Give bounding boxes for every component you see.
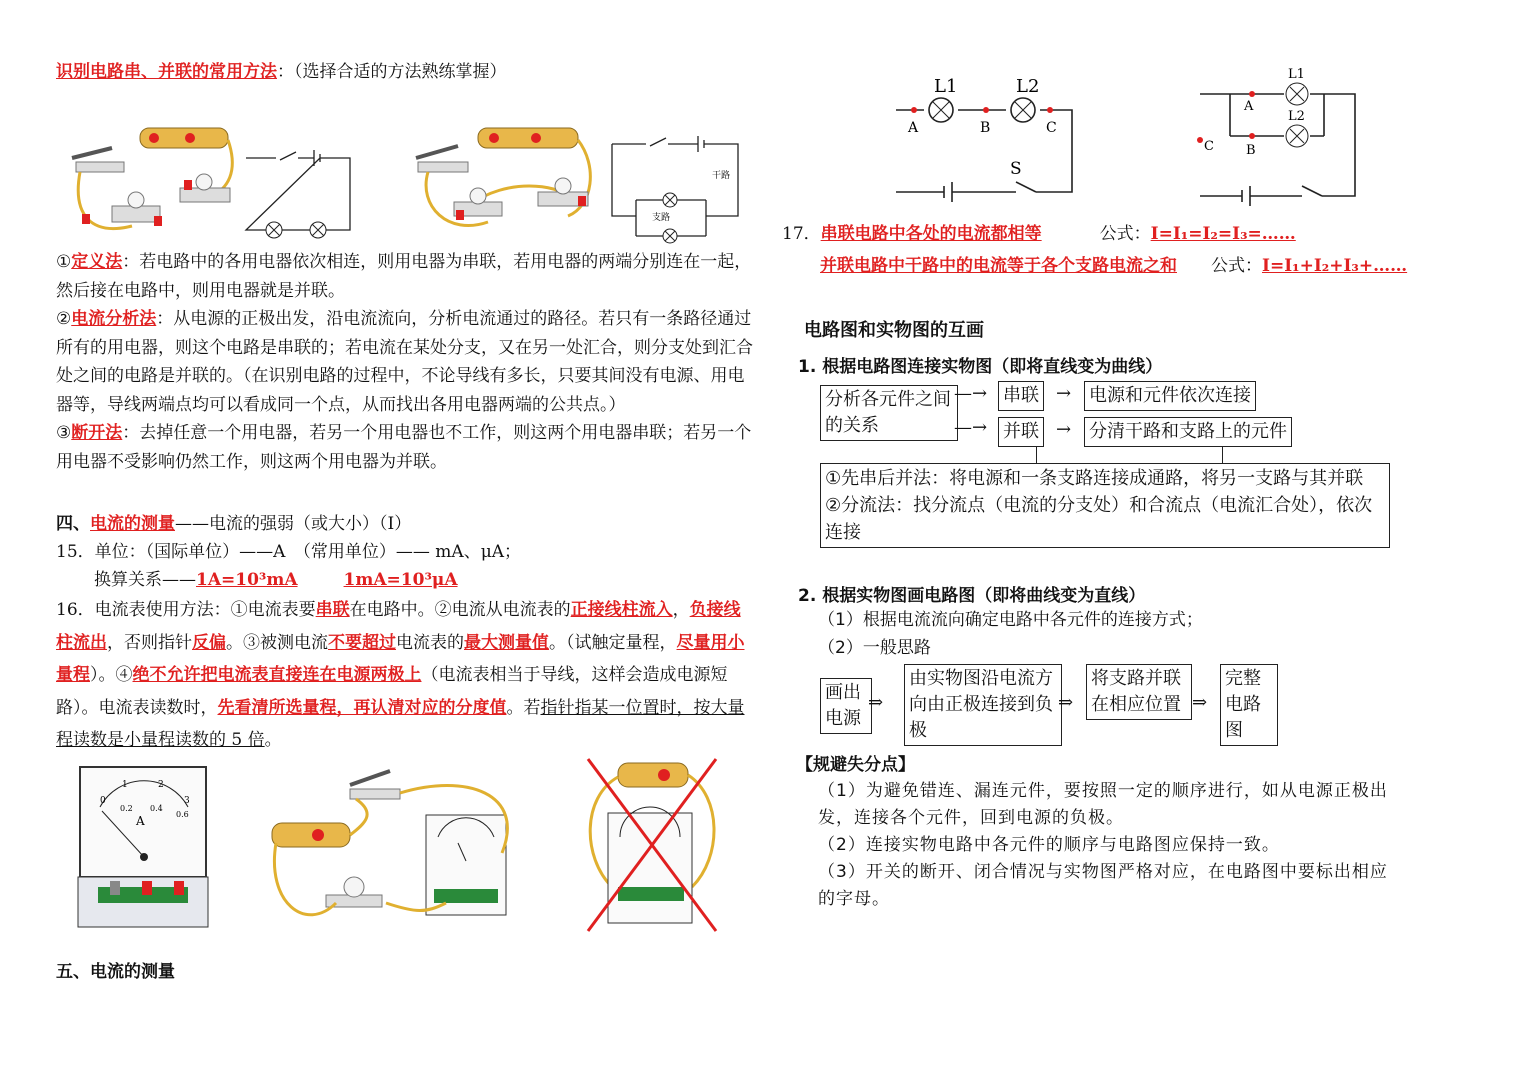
meter-scale-1: 1 <box>122 779 128 790</box>
flow1-series-box: 串联 <box>998 381 1044 411</box>
l2-label: L2 <box>1016 76 1040 97</box>
parallel-l2-label: L2 <box>1288 109 1305 124</box>
meter-scale-3: 3 <box>184 795 190 806</box>
item-17-parallel <box>782 252 1502 280</box>
meter-scale-2: 2 <box>158 779 164 790</box>
switch-s-label: S <box>1010 159 1022 179</box>
parallel-physical-figure <box>408 126 608 246</box>
method-3 <box>56 419 756 476</box>
flow2-arrow-2: ⇒ <box>1058 692 1074 713</box>
item-17-parallel-text: 并联电路中干路中的电流等于各个支路电流之和 <box>820 256 1177 276</box>
series-physical-figure <box>62 126 242 246</box>
point-c-label: C <box>1046 120 1057 136</box>
avoid-item-3: （3）开关的断开、闭合情况与实物图严格对应，在电路图中要标出相应的字母。 <box>818 862 1388 909</box>
methods-note: ：（选择合适的方法熟练掌握） <box>277 62 507 82</box>
draw-step-1: 1. 根据电路图连接实物图（即将直线变为曲线） <box>798 357 1163 377</box>
item-16-segment: 不要超过 <box>328 632 396 653</box>
wrong-connection-figure <box>582 757 722 937</box>
section-4-prefix: 四、 <box>56 514 90 534</box>
item-16-segment: 正接线柱流入 <box>570 600 673 620</box>
method-2-label: 电流分析法 <box>71 309 157 329</box>
draw-step-2-a: （1）根据电流流向确定电路中各元件的连接方式； <box>818 610 1203 630</box>
flow1-series-result: 电源和元件依次连接 <box>1084 381 1256 411</box>
item-16-segment: 尽量用小量程 <box>56 632 745 685</box>
item-17-no: 17． <box>782 224 821 244</box>
parallel-l1-label: L1 <box>1288 67 1305 82</box>
formula-parallel: I=I₁+I₂+I₃+…… <box>1262 256 1408 276</box>
item-16-segment: 先看清所选量程，再认清对应的分度值 <box>217 697 507 718</box>
methods-title: 识别电路串、并联的常用方法 <box>56 62 277 82</box>
meter-scale-02: 0.2 <box>120 803 133 813</box>
item-16-segment: （电流表相当于导线，这样会造成电源短路）。电流表读数时， <box>56 665 728 718</box>
method-2 <box>56 305 756 419</box>
right-column <box>782 67 1502 913</box>
flow1-parallel-box: 并联 <box>998 417 1044 447</box>
circuit-figures <box>56 86 756 226</box>
meter-scale-06: 0.6 <box>176 809 189 819</box>
formula-series: I=I₁=I₂=I₃=…… <box>1150 224 1296 244</box>
avoid-title: 【规避失分点】 <box>796 755 915 775</box>
method-3-text: ：去掉任意一个用电器，若另一个用电器也不工作，则这两个用电器串联；若另一个用电器不受影响仍然工作，则这两个用电器为并联。 <box>56 423 752 472</box>
series-schematic <box>246 158 356 243</box>
conversion-a: 1A=10³mA <box>196 570 298 590</box>
meter-figures <box>56 757 756 942</box>
method-1-label: 定义法 <box>71 252 123 272</box>
series-parallel-circuits <box>782 67 1502 220</box>
flow2-step-2: 由实物图沿电流方向由正极连接到负极 <box>904 664 1062 746</box>
trunk-label: 干路 <box>712 171 731 181</box>
item-16-segment: 。 <box>264 730 282 750</box>
item-17-series <box>782 220 1502 248</box>
formula-label-a: 公式： <box>1099 224 1151 244</box>
method-1-text: ：若电路中的各用电器依次相连，则用电器为串联，若用电器的两端分别连在一起，然后接在电路中，则用电器就是并联。 <box>56 252 752 301</box>
flow1-method-box: ①先串后并法：将电源和一条支路连接成通路，将另一支路与其并联 ②分流法：找分流点（电流的分支处）和合流点（电流汇合处），依次连接 <box>820 463 1390 548</box>
method-3-label: 断开法 <box>71 423 123 443</box>
item-16-segment: 绝不允许把电流表直接连在电源两极上 <box>132 665 422 685</box>
formula-label-b: 公式： <box>1211 256 1262 276</box>
method-1 <box>56 248 756 305</box>
item-16-segment: 反偏 <box>192 632 226 653</box>
parallel-circuit-schematic <box>1200 67 1370 204</box>
meter-unit-label: A <box>136 813 145 828</box>
section-4-label: 电流的测量 <box>90 514 175 534</box>
flow2-arrow-1: ⇒ <box>868 692 884 713</box>
item-16-segment: 最大测量值 <box>464 632 549 653</box>
meter-scale-04: 0.4 <box>150 803 163 813</box>
item-16-segment: 。③被测电流 <box>226 632 328 653</box>
l1-label: L1 <box>934 76 958 97</box>
conversion-prefix: 换算关系—— <box>94 570 196 590</box>
item-16-segment: 电流表的 <box>396 632 464 653</box>
item-16-segment: 负接线柱流出 <box>56 600 741 653</box>
meter-scale-0: 0 <box>100 795 106 806</box>
item-16-segment: 指针指某一位置时，按大量程读数是小量程读数的 5 倍 <box>56 697 745 750</box>
item-16-segment: 。（试触定量程， <box>549 632 677 653</box>
method-1-prefix: ① <box>56 252 72 272</box>
item-17-series-text: 串联电路中各处的电流都相等 <box>820 224 1042 244</box>
flow2-step-3: 将支路并联在相应位置 <box>1086 664 1192 720</box>
methods-heading <box>56 58 756 86</box>
section-5-heading: 五、电流的测量 <box>56 961 175 982</box>
item-16-segment: 。若 <box>506 697 541 718</box>
parallel-a-label: A <box>1244 99 1254 114</box>
item-16-segment: 在电路中。②电流从电流表的 <box>349 600 571 620</box>
parallel-schematic <box>612 144 742 244</box>
method-2-prefix: ② <box>56 309 72 329</box>
avoid-item-1: （1）为避免错连、漏连元件，要按照一定的顺序进行，如从电源正极出发，连接各个元件，回到电源的负极。 <box>818 781 1388 828</box>
parallel-b-label: B <box>1246 143 1256 158</box>
draw-section-title: 电路图和实物图的互画 <box>804 320 984 341</box>
parallel-c-label: C <box>1204 139 1214 154</box>
ammeter-circuit-figure <box>266 763 516 933</box>
item-15-units: 15．单位：（国际单位）——A （常用单位）—— mA、μA； <box>56 542 522 562</box>
left-column <box>56 58 756 986</box>
item-15-conversion <box>56 566 756 594</box>
item-16-segment: 16．电流表使用方法：①电流表要 <box>56 600 316 620</box>
series-circuit-schematic <box>896 78 1086 198</box>
section-4-suffix: ——电流的强弱（或大小）（I） <box>175 514 412 534</box>
conversion-b: 1mA=10³μA <box>343 570 458 590</box>
method-3-prefix: ③ <box>56 423 72 443</box>
item-16-segment: ）。④ <box>90 665 133 685</box>
flow1-relation-box: 分析各元件之间的关系 <box>820 385 958 441</box>
section-4-heading <box>56 510 756 538</box>
flow2-step-4: 完整电路图 <box>1220 664 1278 746</box>
flow2-arrow-3: ⇒ <box>1192 692 1208 713</box>
item-16-segment: ，否则指针 <box>107 632 192 653</box>
point-b-label: B <box>980 120 991 136</box>
flowchart-2 <box>782 662 1502 752</box>
draw-step-2-b: （2）一般思路 <box>818 638 931 658</box>
item-16 <box>56 594 756 757</box>
flowchart-1: 分析各元件之间的关系 —→ —→ 串联 并联 → → 电源和元件依次连接 分清干路和支路上的元件 ①先串后并法：将电源和一条支路连接成通路，将另一支路与其并联 ②分流法：找分流点（电流的分支处）和合流点（电流汇合处），依次连接 <box>782 377 1502 579</box>
draw-step-2: 2. 根据实物图画电路图（即将曲线变为直线） <box>798 586 1146 606</box>
branch-label: 支路 <box>652 213 671 223</box>
method-2-text: ：从电源的正极出发，沿电流流向，分析电流通过的路径。若只有一条路径通过所有的用电器，则这个电路是串联的；若电流在某处分支，又在另一处汇合，则分支处到汇合处之间的电路是并联的。（在识别电路的过程中，不论导线有多长，只要其间没有电源、用电器等，导线两端点均可以看成同一个点，从而找出各用电器两端的公共点。） <box>56 309 753 415</box>
item-16-segment: 串联 <box>315 600 350 620</box>
flow1-parallel-result: 分清干路和支路上的元件 <box>1084 417 1292 447</box>
point-a-label: A <box>908 120 919 136</box>
item-16-segment: ， <box>672 600 690 620</box>
flow2-step-1: 画出电源 <box>820 678 872 734</box>
avoid-item-2: （2）连接实物电路中各元件的顺序与电路图应保持一致。 <box>818 835 1280 855</box>
ammeter-figure <box>80 767 210 937</box>
